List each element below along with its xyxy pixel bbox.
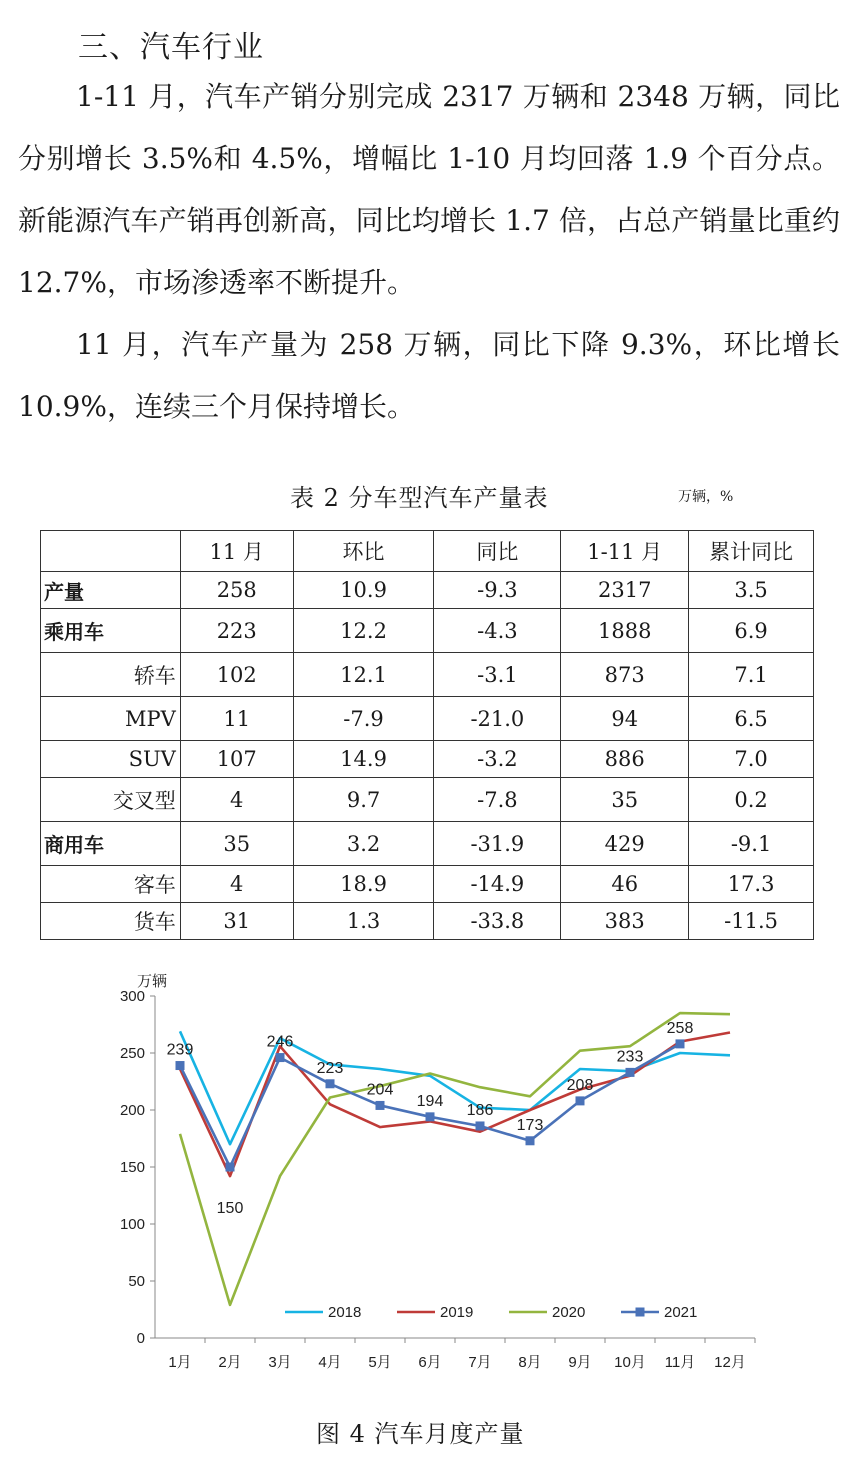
table-row bbox=[41, 609, 814, 653]
data-point-2021 bbox=[176, 1061, 185, 1070]
table-cell: 383 bbox=[561, 903, 689, 940]
monthly-production-chart bbox=[97, 958, 767, 1393]
table-row bbox=[41, 741, 814, 778]
row-label: 商用车 bbox=[41, 822, 181, 866]
chart-legend bbox=[285, 1304, 697, 1321]
data-point-2021 bbox=[476, 1121, 485, 1130]
y-tick-labels bbox=[120, 988, 155, 1347]
x-tick-label: 11月 bbox=[664, 1354, 696, 1371]
table-cell: -11.5 bbox=[689, 903, 814, 940]
table-cell: 6.9 bbox=[689, 609, 814, 653]
legend-label: 2019 bbox=[440, 1304, 474, 1321]
data-point-2021 bbox=[376, 1101, 385, 1110]
table-row bbox=[41, 572, 814, 609]
y-tick-label: 50 bbox=[128, 1273, 145, 1290]
table-row bbox=[41, 866, 814, 903]
table-cell: -4.3 bbox=[434, 609, 561, 653]
x-tick-label: 8月 bbox=[518, 1354, 542, 1371]
y-tick-label: 200 bbox=[119, 1102, 145, 1119]
legend-label: 2020 bbox=[552, 1304, 586, 1321]
table-cell: 2317 bbox=[561, 572, 689, 609]
table-unit: 万辆，% bbox=[678, 489, 734, 505]
x-tick-label: 1月 bbox=[168, 1354, 192, 1371]
series-line-2020 bbox=[180, 1013, 730, 1305]
table-cell: -7.9 bbox=[293, 697, 434, 741]
row-label: 轿车 bbox=[41, 653, 181, 697]
table-cell: 0.2 bbox=[689, 778, 814, 822]
data-label: 258 bbox=[666, 1019, 694, 1037]
y-tick-label: 0 bbox=[136, 1330, 145, 1347]
data-point-2021 bbox=[326, 1079, 335, 1088]
vehicle-production-table bbox=[40, 530, 814, 940]
legend-label: 2018 bbox=[328, 1304, 362, 1321]
table-cell: 17.3 bbox=[689, 866, 814, 903]
x-tick-label: 3月 bbox=[268, 1354, 292, 1371]
x-tick-label: 12月 bbox=[714, 1354, 746, 1371]
data-label: 233 bbox=[616, 1048, 644, 1066]
table-cell: -33.8 bbox=[434, 903, 561, 940]
table-row bbox=[41, 822, 814, 866]
table-header-row bbox=[41, 531, 814, 572]
table-cell: 4 bbox=[180, 778, 293, 822]
table-cell: 10.9 bbox=[293, 572, 434, 609]
table-cell: 873 bbox=[561, 653, 689, 697]
table-cell: 3.2 bbox=[293, 822, 434, 866]
table-cell: 1.3 bbox=[293, 903, 434, 940]
table-cell: 258 bbox=[180, 572, 293, 609]
table-row bbox=[41, 697, 814, 741]
header-cell: 1-11 月 bbox=[561, 531, 689, 572]
row-label: SUV bbox=[41, 741, 181, 778]
table-cell: 6.5 bbox=[689, 697, 814, 741]
x-tick-label: 9月 bbox=[568, 1354, 592, 1371]
data-label: 150 bbox=[216, 1200, 244, 1217]
header-cell: 环比 bbox=[293, 531, 434, 572]
data-label: 208 bbox=[566, 1076, 594, 1094]
data-label: 223 bbox=[316, 1059, 344, 1077]
table-cell: 7.1 bbox=[689, 653, 814, 697]
header-cell: 累计同比 bbox=[689, 531, 814, 572]
header-cell: 11 月 bbox=[180, 531, 293, 572]
data-point-2021 bbox=[626, 1068, 635, 1077]
x-tick-label: 6月 bbox=[418, 1354, 442, 1371]
table-cell: 223 bbox=[180, 609, 293, 653]
table-cell: 429 bbox=[561, 822, 689, 866]
table-cell: 102 bbox=[180, 653, 293, 697]
y-tick-label: 150 bbox=[119, 1159, 145, 1176]
legend-marker-2021 bbox=[636, 1308, 645, 1317]
table-cell: 7.0 bbox=[689, 741, 814, 778]
table-cell: 35 bbox=[561, 778, 689, 822]
table-cell: 31 bbox=[180, 903, 293, 940]
table-cell: -31.9 bbox=[434, 822, 561, 866]
paragraph-production-summary: 1-11 月，汽车产销分别完成 2317 万辆和 2348 万辆，同比分别增长 3.5%和 4.5%，增幅比 1-10 月均回落 1.9 个百分点。新能源汽车产销再创新高，同比均增长 1.7 倍，占总产销量比重约 12.7%，市场渗透率不断提升。 bbox=[18, 80, 840, 299]
table-cell: -3.2 bbox=[434, 741, 561, 778]
table-cell: 9.7 bbox=[293, 778, 434, 822]
x-tick-label: 5月 bbox=[368, 1354, 392, 1371]
section-title: 三、汽车行业 bbox=[78, 30, 264, 65]
figure-caption: 图 4 汽车月度产量 bbox=[316, 1420, 525, 1448]
table-cell: 46 bbox=[561, 866, 689, 903]
header-cell bbox=[41, 531, 181, 572]
table-cell: 35 bbox=[180, 822, 293, 866]
table-cell: 14.9 bbox=[293, 741, 434, 778]
paragraph-november-output: 11 月，汽车产量为 258 万辆，同比下降 9.3%，环比增长 10.9%，连续三个月保持增长。 bbox=[18, 328, 840, 423]
table-cell: 94 bbox=[561, 697, 689, 741]
legend-label: 2021 bbox=[664, 1304, 698, 1321]
table-row bbox=[41, 778, 814, 822]
table-cell: 4 bbox=[180, 866, 293, 903]
x-tick-labels bbox=[168, 1338, 755, 1371]
table-cell: -21.0 bbox=[434, 697, 561, 741]
row-label: 乘用车 bbox=[41, 609, 181, 653]
table-cell: 886 bbox=[561, 741, 689, 778]
row-label: 货车 bbox=[41, 903, 181, 940]
table-cell: 107 bbox=[180, 741, 293, 778]
data-label: 239 bbox=[166, 1041, 194, 1059]
row-label: MPV bbox=[41, 697, 181, 741]
data-point-2021 bbox=[276, 1053, 285, 1062]
table-cell: 18.9 bbox=[293, 866, 434, 903]
data-label: 194 bbox=[416, 1092, 444, 1110]
table-cell: 1888 bbox=[561, 609, 689, 653]
y-tick-label: 250 bbox=[119, 1045, 145, 1062]
table-row bbox=[41, 903, 814, 940]
x-tick-label: 10月 bbox=[614, 1354, 646, 1371]
row-label: 客车 bbox=[41, 866, 181, 903]
header-cell: 同比 bbox=[434, 531, 561, 572]
table-cell: 12.1 bbox=[293, 653, 434, 697]
data-point-2021 bbox=[226, 1163, 235, 1172]
data-point-2021 bbox=[576, 1096, 585, 1105]
table-cell: 3.5 bbox=[689, 572, 814, 609]
table-cell: -7.8 bbox=[434, 778, 561, 822]
data-point-2021 bbox=[676, 1039, 685, 1048]
table-cell: -3.1 bbox=[434, 653, 561, 697]
x-tick-label: 7月 bbox=[468, 1354, 492, 1371]
row-label: 产量 bbox=[41, 572, 181, 609]
data-point-2021 bbox=[426, 1112, 435, 1121]
y-tick-label: 100 bbox=[119, 1216, 145, 1233]
table-cell: -9.3 bbox=[434, 572, 561, 609]
y-tick-label: 300 bbox=[119, 988, 145, 1005]
data-label: 246 bbox=[266, 1033, 294, 1051]
table-row bbox=[41, 653, 814, 697]
table-cell: -9.1 bbox=[689, 822, 814, 866]
y-axis-label: 万辆 bbox=[137, 973, 168, 990]
x-tick-label: 4月 bbox=[318, 1354, 342, 1371]
data-label: 186 bbox=[466, 1101, 494, 1119]
data-label: 173 bbox=[516, 1116, 544, 1134]
table-caption: 表 2 分车型汽车产量表 bbox=[290, 484, 549, 512]
line-chart-svg bbox=[97, 958, 767, 1388]
table-cell: -14.9 bbox=[434, 866, 561, 903]
table-cell: 11 bbox=[180, 697, 293, 741]
data-point-2021 bbox=[526, 1136, 535, 1145]
x-tick-label: 2月 bbox=[218, 1354, 242, 1371]
series-line-2019 bbox=[180, 1033, 730, 1177]
series-lines bbox=[180, 1013, 730, 1305]
row-label: 交叉型 bbox=[41, 778, 181, 822]
data-label: 204 bbox=[366, 1081, 394, 1099]
table-cell: 12.2 bbox=[293, 609, 434, 653]
